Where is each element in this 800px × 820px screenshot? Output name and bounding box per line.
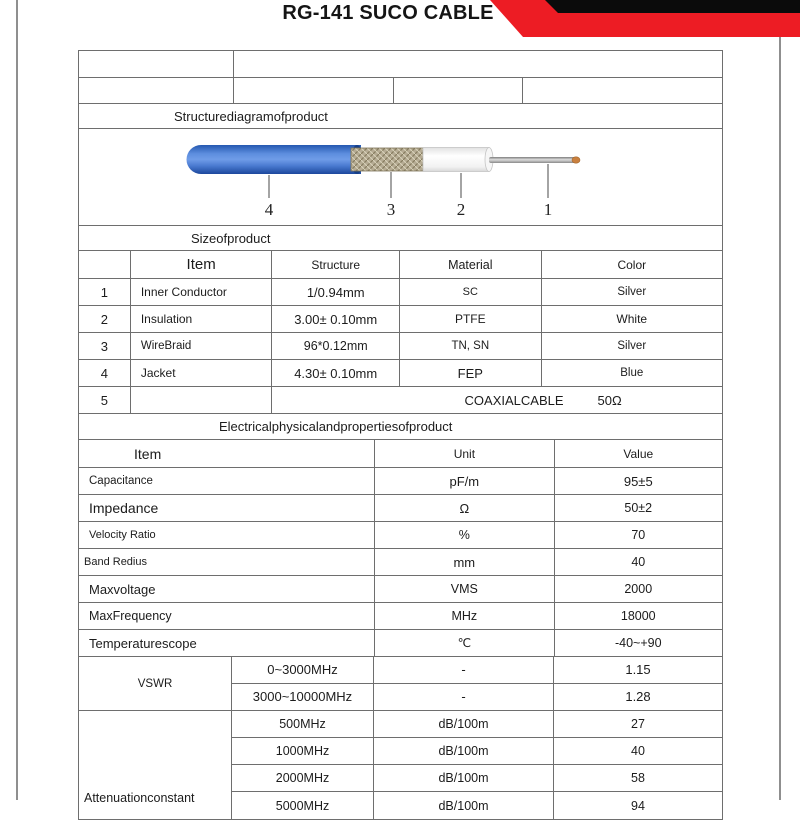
info-cell xyxy=(523,78,722,103)
info-cell xyxy=(394,78,523,103)
size-section-header xyxy=(79,226,722,251)
elec-header-item: Item xyxy=(79,440,375,467)
electrical-header-row xyxy=(79,440,722,468)
row-number: 5 xyxy=(79,387,131,413)
atten-unit: dB/100m xyxy=(374,711,554,737)
color-value: White xyxy=(616,312,648,326)
info-cell xyxy=(79,78,234,103)
elec-header-unit: Unit xyxy=(375,440,554,467)
item-name-empty xyxy=(131,387,272,413)
property-name: Velocity Ratio xyxy=(79,522,375,548)
property-value: 95±5 xyxy=(623,473,653,489)
cable-jacket xyxy=(187,145,362,174)
property-value: 2000 xyxy=(624,582,653,596)
cable-conductor-tip xyxy=(572,157,580,163)
cable-type: COAXIALCABLE xyxy=(464,392,564,408)
vswr-subrows xyxy=(232,657,722,710)
electrical-section-header xyxy=(79,414,722,440)
item-name: Jacket xyxy=(131,360,273,386)
size-header-material: Material xyxy=(400,251,542,278)
size-header-structure: Structure xyxy=(272,251,400,278)
attenuation-row-5000 xyxy=(232,792,722,819)
atten-unit: dB/100m xyxy=(374,765,554,791)
freq: 5000MHz xyxy=(232,792,374,819)
size-row-jacket xyxy=(79,360,722,387)
vswr-label: VSWR xyxy=(79,657,232,710)
elec-row-maxfrequency xyxy=(79,603,722,630)
cable-diagram-row xyxy=(79,129,722,226)
elec-row-capacitance xyxy=(79,468,722,495)
structure-value: 1/0.94mm xyxy=(272,279,400,305)
elec-row-impedance xyxy=(79,495,722,522)
atten-unit: dB/100m xyxy=(374,738,554,764)
elec-row-maxvoltage xyxy=(79,576,722,603)
material-value: FEP xyxy=(400,360,542,386)
atten-value: 94 xyxy=(631,798,645,813)
part-label-jacket: 4 xyxy=(264,200,274,219)
row-number: 4 xyxy=(79,360,131,386)
info-cell xyxy=(234,78,395,103)
property-unit: VMS xyxy=(375,576,554,602)
property-unit: mm xyxy=(375,549,554,575)
freq-range: 0~3000MHz xyxy=(232,657,374,683)
attenuation-subrows xyxy=(232,711,722,819)
atten-value: 40 xyxy=(631,744,645,758)
item-name: Inner Conductor xyxy=(131,279,273,305)
cable-diagram xyxy=(79,129,724,225)
color-value: Blue xyxy=(620,367,644,379)
size-row-coaxial xyxy=(79,387,722,414)
elec-row-band-redius xyxy=(79,549,722,576)
elec-row-temperaturescope xyxy=(79,630,722,657)
attenuation-row-500 xyxy=(232,711,722,738)
property-name: Band Redius xyxy=(79,549,375,575)
property-name: Capacitance xyxy=(79,468,375,494)
attenuation-block xyxy=(79,711,722,819)
elec-header-value: Value xyxy=(623,446,654,461)
vswr-value: 1.15 xyxy=(625,662,651,678)
attenuation-row-1000 xyxy=(232,738,722,765)
freq-range: 3000~10000MHz xyxy=(232,684,374,710)
item-name: WireBraid xyxy=(131,333,273,359)
vswr-value: 1.28 xyxy=(625,689,651,705)
elec-row-velocity-ratio xyxy=(79,522,722,549)
atten-unit: dB/100m xyxy=(374,792,554,819)
row-number: 2 xyxy=(79,306,131,332)
row-number: 3 xyxy=(79,333,131,359)
coaxial-cable-cell xyxy=(272,387,722,413)
size-header-color: Color xyxy=(617,257,647,272)
unit-dash: - xyxy=(374,657,554,683)
material-value: SC xyxy=(400,279,542,305)
property-name: MaxFrequency xyxy=(79,603,375,629)
item-name: Insulation xyxy=(131,306,273,332)
part-label-insulation: 2 xyxy=(456,200,466,219)
size-header-num xyxy=(79,251,131,278)
freq: 1000MHz xyxy=(232,738,374,764)
size-row-inner-conductor xyxy=(79,279,722,306)
freq: 500MHz xyxy=(232,711,374,737)
row-number: 1 xyxy=(79,279,131,305)
structure-section-header xyxy=(79,104,722,129)
cable-insulation xyxy=(423,148,489,172)
property-name: Temperaturescope xyxy=(79,630,375,656)
spec-table xyxy=(78,50,723,820)
size-row-insulation xyxy=(79,306,722,333)
property-value: 50±2 xyxy=(624,501,653,515)
freq: 2000MHz xyxy=(232,765,374,791)
structure-value: 96*0.12mm xyxy=(272,333,400,359)
unit-dash: - xyxy=(374,684,554,710)
property-unit: ℃ xyxy=(375,630,554,656)
property-value: 70 xyxy=(631,528,646,542)
structure-value: 4.30± 0.10mm xyxy=(272,360,400,386)
size-row-wirebraid xyxy=(79,333,722,360)
atten-value: 58 xyxy=(631,771,645,785)
attenuation-row-2000 xyxy=(232,765,722,792)
attenuation-label: Attenuationconstant xyxy=(79,711,232,819)
property-name: Maxvoltage xyxy=(79,576,375,602)
electrical-section-title: Electricalphysicalandpropertiesofproduct xyxy=(219,419,453,434)
info-cell xyxy=(79,51,234,77)
part-label-braid: 3 xyxy=(386,200,396,219)
cable-center-conductor xyxy=(489,157,576,163)
property-unit: % xyxy=(375,522,554,548)
page-right-rule xyxy=(779,0,781,800)
color-value: Silver xyxy=(617,340,647,352)
info-row-2 xyxy=(79,78,722,104)
property-unit: Ω xyxy=(375,495,554,521)
vswr-block xyxy=(79,657,722,711)
size-header-item: Item xyxy=(131,251,273,278)
material-value: TN, SN xyxy=(400,333,542,359)
cable-braid xyxy=(351,148,423,171)
material-value: PTFE xyxy=(400,306,542,332)
property-value: -40~+90 xyxy=(614,636,662,650)
property-unit: MHz xyxy=(375,603,554,629)
cable-impedance: 50Ω xyxy=(597,392,622,408)
structure-section-title: Structurediagramofproduct xyxy=(174,108,328,124)
structure-value: 3.00± 0.10mm xyxy=(272,306,400,332)
property-name: Impedance xyxy=(79,495,375,521)
info-row-1 xyxy=(79,51,722,78)
page-title: RG-141 SUCO CABLE xyxy=(282,2,494,24)
property-value: 40 xyxy=(631,555,646,569)
atten-value: 27 xyxy=(631,717,645,731)
page-left-rule xyxy=(16,0,18,800)
color-value: Silver xyxy=(617,286,647,298)
info-cell xyxy=(234,51,722,77)
size-section-title: Sizeofproduct xyxy=(191,230,271,246)
vswr-row-1 xyxy=(232,657,722,684)
property-unit: pF/m xyxy=(375,468,554,494)
part-label-conductor: 1 xyxy=(543,200,553,219)
cable-diagram-svg xyxy=(79,130,724,224)
property-value: 18000 xyxy=(620,609,656,623)
vswr-row-2 xyxy=(232,684,722,710)
size-header-row xyxy=(79,251,722,279)
